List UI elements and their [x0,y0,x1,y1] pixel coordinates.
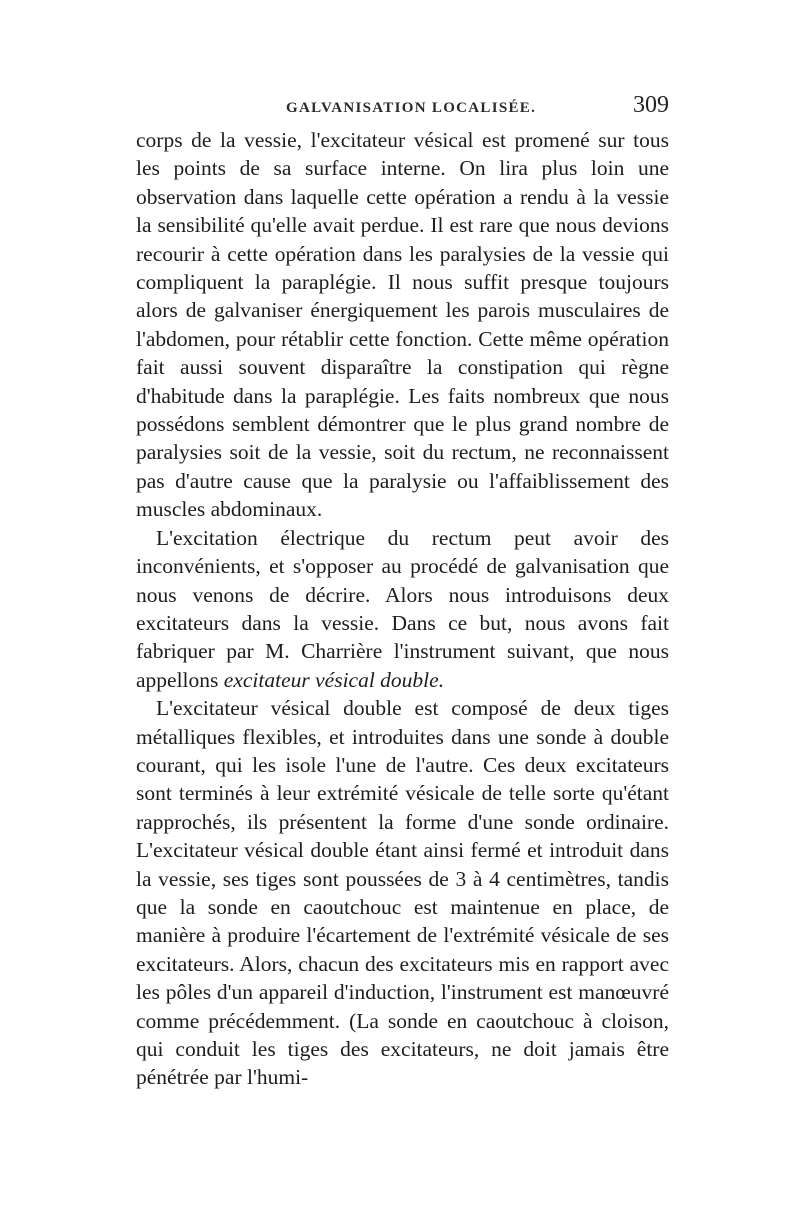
page-header [136,92,669,126]
book-page [136,92,669,1092]
running-head: GALVANISATION LOCALISÉE. [286,100,537,116]
paragraph-2-italic-term: excitateur vésical double. [223,667,445,692]
body-text [136,126,669,1092]
paragraph-3: L'excitateur vésical double est composé de deux tiges métalliques flexibles, et introduites dans une sonde à double courant, qui les isole l'une de l'autre. Ces deux excitateurs sont terminés à leur extrémité vésicale de telle sorte qu'étant rapprochés, ils présentent la forme d'une sonde ordinaire. L'excitateur vésical double étant ainsi fermé et introduit dans la vessie, ses tiges sont poussées de 3 à 4 centimètres, tandis que la sonde en caoutchouc est maintenue en place, de manière à produire l'écartement de l'extrémité vésicale de ses excitateurs. Alors, chacun des excitateurs mis en rapport avec les pôles d'un appareil d'induction, l'instrument est manœuvré comme précédemment. (La sonde en caoutchouc à cloison, qui conduit les tiges des excitateurs, ne doit jamais être pénétrée par l'humi- [136,696,669,1090]
page-number: 309 [633,92,669,118]
paragraph-1: corps de la vessie, l'excitateur vésical est promené sur tous les points de sa surface interne. On lira plus loin une observation dans laquelle cette opération a rendu à la vessie la sensibilité qu'elle avait perdue. Il est rare que nous devions recourir à cette opération dans les paralysies de la vessie qui compliquent la paraplégie. Il nous suffit presque toujours alors de galvaniser énergiquement les parois musculaires de l'abdomen, pour rétablir cette fonction. Cette même opération fait aussi souvent disparaître la constipation qui règne d'habitude dans la paraplégie. Les faits nombreux que nous possédons semblent démontrer que le plus grand nombre de paralysies soit de la vessie, soit du rectum, ne reconnaissent pas d'autre cause que la paralysie ou l'affaiblissement des muscles abdominaux. [136,128,669,522]
paragraph-2-text: L'excitation électrique du rectum peut avoir des inconvénients, et s'opposer au procédé de galvanisation que nous venons de décrire. Alors nous introduisons deux excitateurs dans la vessie. Dans ce but, nous avons fait fabriquer par M. Charrière l'instrument suivant, que nous appellons [136,525,669,692]
paragraph-2 [136,524,669,694]
